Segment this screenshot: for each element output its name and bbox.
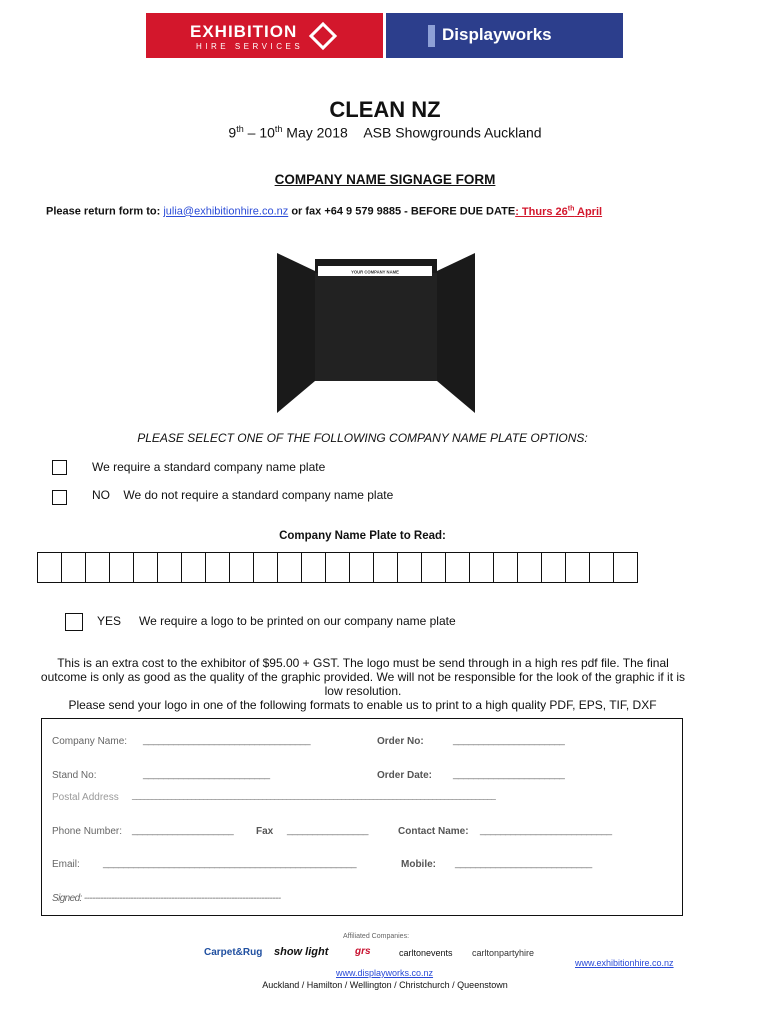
hire-services-text: HIRE SERVICES bbox=[196, 42, 304, 51]
plate-letter-cell[interactable] bbox=[181, 552, 206, 583]
company-name-label: Company Name: bbox=[52, 736, 128, 747]
exhibitor-details-box bbox=[41, 718, 683, 916]
plate-letter-grid bbox=[38, 552, 638, 582]
order-no-field[interactable]: ______________________ bbox=[453, 735, 565, 746]
office-locations: Auckland / Hamilton / Wellington / Christchurch / Queenstown bbox=[262, 980, 508, 990]
plate-letter-cell[interactable] bbox=[613, 552, 638, 583]
date-day1: 9 bbox=[228, 124, 237, 141]
carlton-party-hire-logo: carltonpartyhire bbox=[472, 948, 535, 958]
options-heading: PLEASE SELECT ONE OF THE FOLLOWING COMPANY NAME PLATE OPTIONS: bbox=[137, 431, 588, 445]
plate-letter-cell[interactable] bbox=[469, 552, 494, 583]
plate-letter-cell[interactable] bbox=[157, 552, 182, 583]
phone-number-label: Phone Number: bbox=[52, 826, 123, 837]
booth-sign-label: YOUR COMPANY NAME bbox=[351, 269, 399, 275]
diamond-icon bbox=[309, 22, 337, 50]
order-no-label: Order No: bbox=[377, 736, 424, 747]
postal-address-field[interactable]: ____________________________________________________________________________________________ bbox=[132, 791, 496, 800]
affiliated-companies-label: Affiliated Companies: bbox=[343, 933, 410, 940]
event-title: CLEAN NZ bbox=[329, 97, 441, 122]
plate-letter-cell[interactable] bbox=[325, 552, 350, 583]
plate-letter-cell[interactable] bbox=[421, 552, 446, 583]
order-date-field[interactable]: ______________________ bbox=[453, 769, 565, 780]
grs-logo: grs bbox=[355, 946, 371, 957]
mobile-field[interactable]: ___________________________ bbox=[455, 858, 592, 869]
plate-letter-cell[interactable] bbox=[517, 552, 542, 583]
phone-number-field[interactable]: ____________________ bbox=[132, 825, 234, 836]
event-venue: ASB Showgrounds Auckland bbox=[363, 124, 542, 141]
plate-letter-cell[interactable] bbox=[109, 552, 134, 583]
plate-letter-cell[interactable] bbox=[85, 552, 110, 583]
form-title: COMPANY NAME SIGNAGE FORM bbox=[274, 172, 496, 187]
exhibition-brand-text: EXHIBITION bbox=[190, 22, 298, 41]
plate-letter-cell[interactable] bbox=[565, 552, 590, 583]
no-plate-checkbox[interactable] bbox=[52, 490, 67, 505]
mobile-label: Mobile: bbox=[401, 859, 436, 870]
plate-letter-cell[interactable] bbox=[493, 552, 518, 583]
fax-field[interactable]: ________________ bbox=[287, 825, 368, 836]
fax-label: Fax bbox=[256, 826, 274, 837]
logo-checkbox[interactable] bbox=[65, 613, 83, 631]
displayworks-brand-text: Displayworks bbox=[442, 25, 552, 44]
plate-letter-cell[interactable] bbox=[397, 552, 422, 583]
return-prefix: Please return form to: bbox=[46, 205, 164, 218]
carpet-rug-logo: Carpet&Rug bbox=[204, 947, 263, 958]
return-middle: or fax +64 9 579 9885 - BEFORE DUE DATE bbox=[288, 205, 516, 218]
email-field[interactable]: __________________________________________________ bbox=[103, 858, 357, 869]
exhibition-hire-logo bbox=[146, 13, 383, 58]
extra-cost-note: This is an extra cost to the exhibitor of $95.00 + GST. The logo must be send through in a high res pdf file. The final outcome is only as good as the quality of the graphic provided. We will not be responsible for the look of the graphic if it is low resolution. bbox=[40, 656, 686, 698]
carlton-events-logo: carltonevents bbox=[399, 948, 453, 958]
standard-plate-label: We require a standard company name plate bbox=[92, 460, 326, 474]
plate-letter-cell[interactable] bbox=[61, 552, 86, 583]
exhibitionhire-website-link[interactable]: www.exhibitionhire.co.nz bbox=[575, 958, 674, 968]
plate-letter-cell[interactable] bbox=[373, 552, 398, 583]
booth-illustration bbox=[277, 253, 475, 413]
date-sep: – bbox=[243, 124, 260, 141]
plate-letter-cell[interactable] bbox=[301, 552, 326, 583]
date-sup1: th bbox=[236, 124, 244, 134]
stand-no-label: Stand No: bbox=[52, 770, 97, 781]
no-plate-label: NO We do not require a standard company name plate bbox=[92, 488, 394, 502]
plate-heading: Company Name Plate to Read: bbox=[279, 530, 446, 542]
plate-letter-cell[interactable] bbox=[277, 552, 302, 583]
plate-letter-cell[interactable] bbox=[445, 552, 470, 583]
contact-name-field[interactable]: __________________________ bbox=[480, 825, 612, 836]
plate-letter-cell[interactable] bbox=[133, 552, 158, 583]
show-light-logo: show light bbox=[274, 946, 329, 958]
plate-letter-cell[interactable] bbox=[253, 552, 278, 583]
company-name-field[interactable]: _________________________________ bbox=[143, 735, 311, 746]
logo-option-label: We require a logo to be printed on our company name plate bbox=[139, 614, 456, 628]
date-sup2: th bbox=[274, 124, 283, 134]
order-date-label: Order Date: bbox=[377, 770, 433, 781]
plate-letter-cell[interactable] bbox=[229, 552, 254, 583]
due-date: : Thurs 26th April bbox=[515, 205, 603, 218]
plate-letter-cell[interactable] bbox=[349, 552, 374, 583]
plate-letter-cell[interactable] bbox=[37, 552, 62, 583]
signed-field[interactable]: Signed: ------------------------------------------------------------------------ bbox=[52, 893, 281, 904]
return-email-link[interactable]: julia@exhibitionhire.co.nz bbox=[163, 205, 289, 218]
contact-name-label: Contact Name: bbox=[398, 826, 469, 837]
stand-no-field[interactable]: _________________________ bbox=[143, 769, 270, 780]
date-day2: 10 bbox=[259, 124, 275, 141]
logo-yes-label: YES bbox=[97, 614, 122, 628]
date-rest: May 2018 bbox=[282, 124, 348, 141]
event-date-venue bbox=[0, 124, 770, 141]
return-instructions bbox=[46, 205, 602, 218]
standard-plate-checkbox[interactable] bbox=[52, 460, 67, 475]
postal-address-label: Postal Address bbox=[52, 792, 119, 803]
displayworks-mark-icon bbox=[428, 25, 435, 47]
displayworks-website-link[interactable]: www.displayworks.co.nz bbox=[336, 968, 434, 978]
plate-letter-cell[interactable] bbox=[541, 552, 566, 583]
displayworks-logo bbox=[386, 13, 623, 58]
email-label: Email: bbox=[52, 859, 80, 870]
plate-letter-cell[interactable] bbox=[205, 552, 230, 583]
logo-format-note: Please send your logo in one of the following formats to enable us to print to a high quality PDF, EPS, TIF, DXF bbox=[68, 698, 657, 712]
plate-letter-cell[interactable] bbox=[589, 552, 614, 583]
